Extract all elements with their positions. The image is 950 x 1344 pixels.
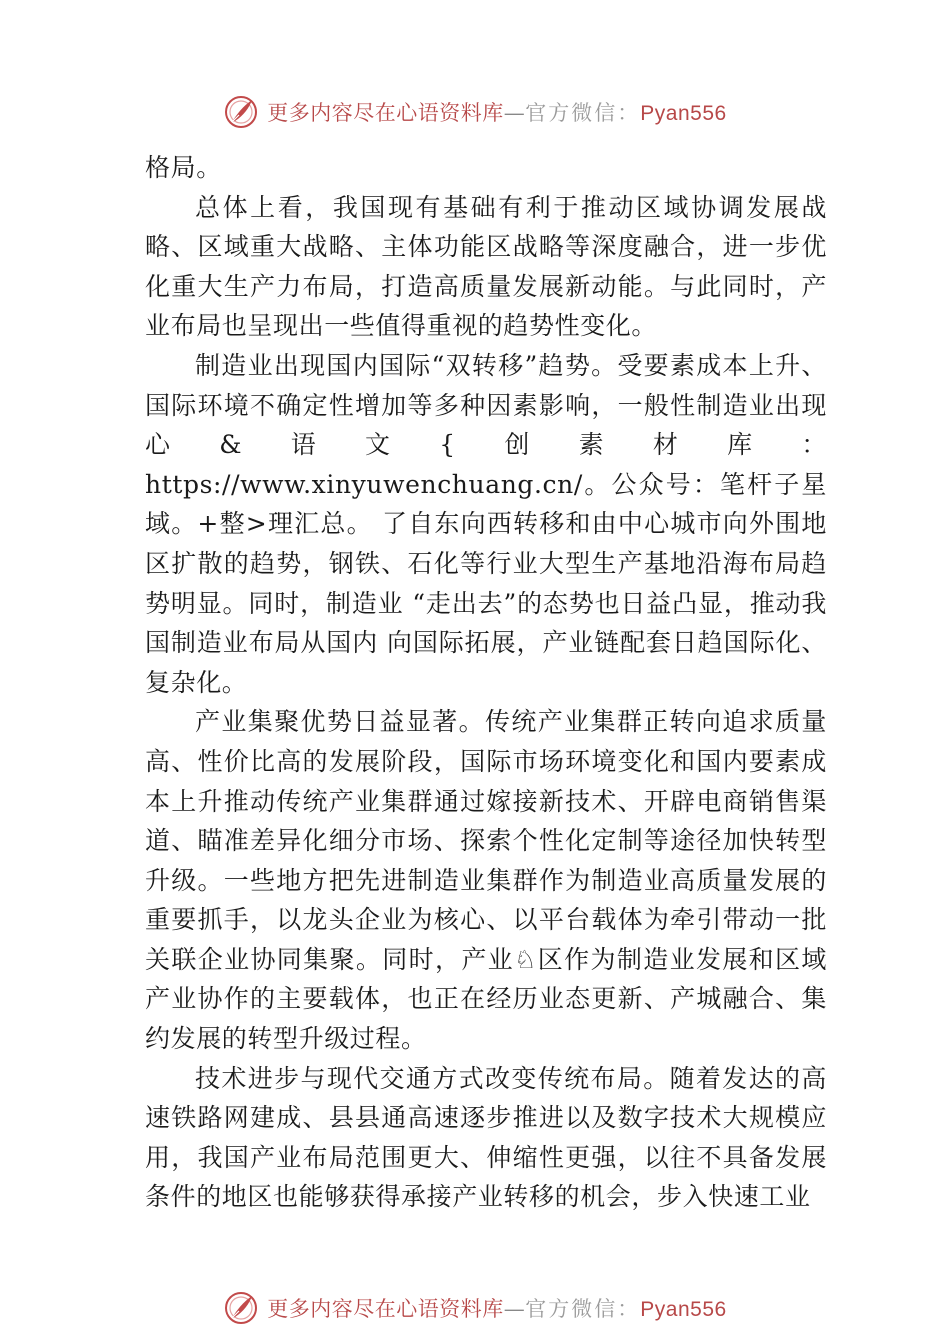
- watermark-brand: 更多内容尽在心语资料库: [267, 1297, 504, 1321]
- watermark-text: [267, 97, 726, 127]
- watermark-separator: —: [503, 101, 526, 125]
- watermark-separator: —: [503, 1297, 526, 1321]
- watermark-text: [267, 1293, 726, 1323]
- paragraph-manufacturing-shift: 制造业出现国内国际“双转移”趋势。受要素成本上升、 国际环境不确定性增加等多种因素影响，一般性制造业出现心&语文{创素材库：https://www.xinyuwenchuang.cn/。公众号：笔杆子星域。+整>理汇总。 了自东向西转移和由中心城市向外围地区扩散的趋势，钢铁、石化等行业大型生产基地沿海布局趋势明显。同时，制造业 “走出去”的态势也日益凸显，推动我国制造业布局从国内 向国际拓展，产业链配套日趋国际化、复杂化。: [145, 350, 827, 697]
- quill-logo-icon: [223, 1290, 259, 1326]
- paragraph-tech-transport: 技术进步与现代交通方式改变传统布局。随着发达的高速铁路网建成、县县通高速逐步推进以及数字技术大规模应用，我国产业布局范围更大、伸缩性更强，以往不具备发展条件的地区也能够获得承接产业转移的机会，步入快速工业: [145, 1063, 827, 1212]
- paragraph-overview: 总体上看，我国现有基础有利于推动区域协调发展战略、区域重大战略、主体功能区战略等深度融合，进一步优化重大生产力布局，打造高质量发展新动能。与此同时，产业布局也呈现出一些值得重视的趋势性变化。: [145, 192, 827, 341]
- watermark-wechat-label: 官方微信：: [525, 101, 641, 125]
- quill-logo-icon: [223, 94, 259, 130]
- paragraph-continuation: 格局。: [145, 153, 222, 182]
- paragraph-industrial-clusters: 产业集聚优势日益显著。传统产业集群正转向追求质量高、性价比高的发展阶段，国际市场环境变化和国内要素成本上升推动传统产业集群通过嫁接新技术、开辟电商销售渠道、瞄准差异化细分市场、探索个性化定制等途径加快转型升级。一些地方把先进制造业集群作为制造业高质量发展的重要抓手，以龙头企业为核心、以平台载体为牵引带动一批关联企业协同集聚。同时，产业♘区作为制造业发展和区域产业协作的主要载体，也正在经历业态更新、产城融合、集约发展的转型升级过程。: [145, 707, 827, 1054]
- watermark-wechat-label: 官方微信：: [525, 1297, 641, 1321]
- footer-watermark: [0, 1290, 950, 1326]
- watermark-brand: 更多内容尽在心语资料库: [267, 101, 504, 125]
- document-body: [145, 148, 827, 1217]
- header-watermark: [0, 94, 950, 130]
- watermark-wechat-id: Pyan556: [640, 1298, 727, 1321]
- watermark-wechat-id: Pyan556: [640, 102, 727, 125]
